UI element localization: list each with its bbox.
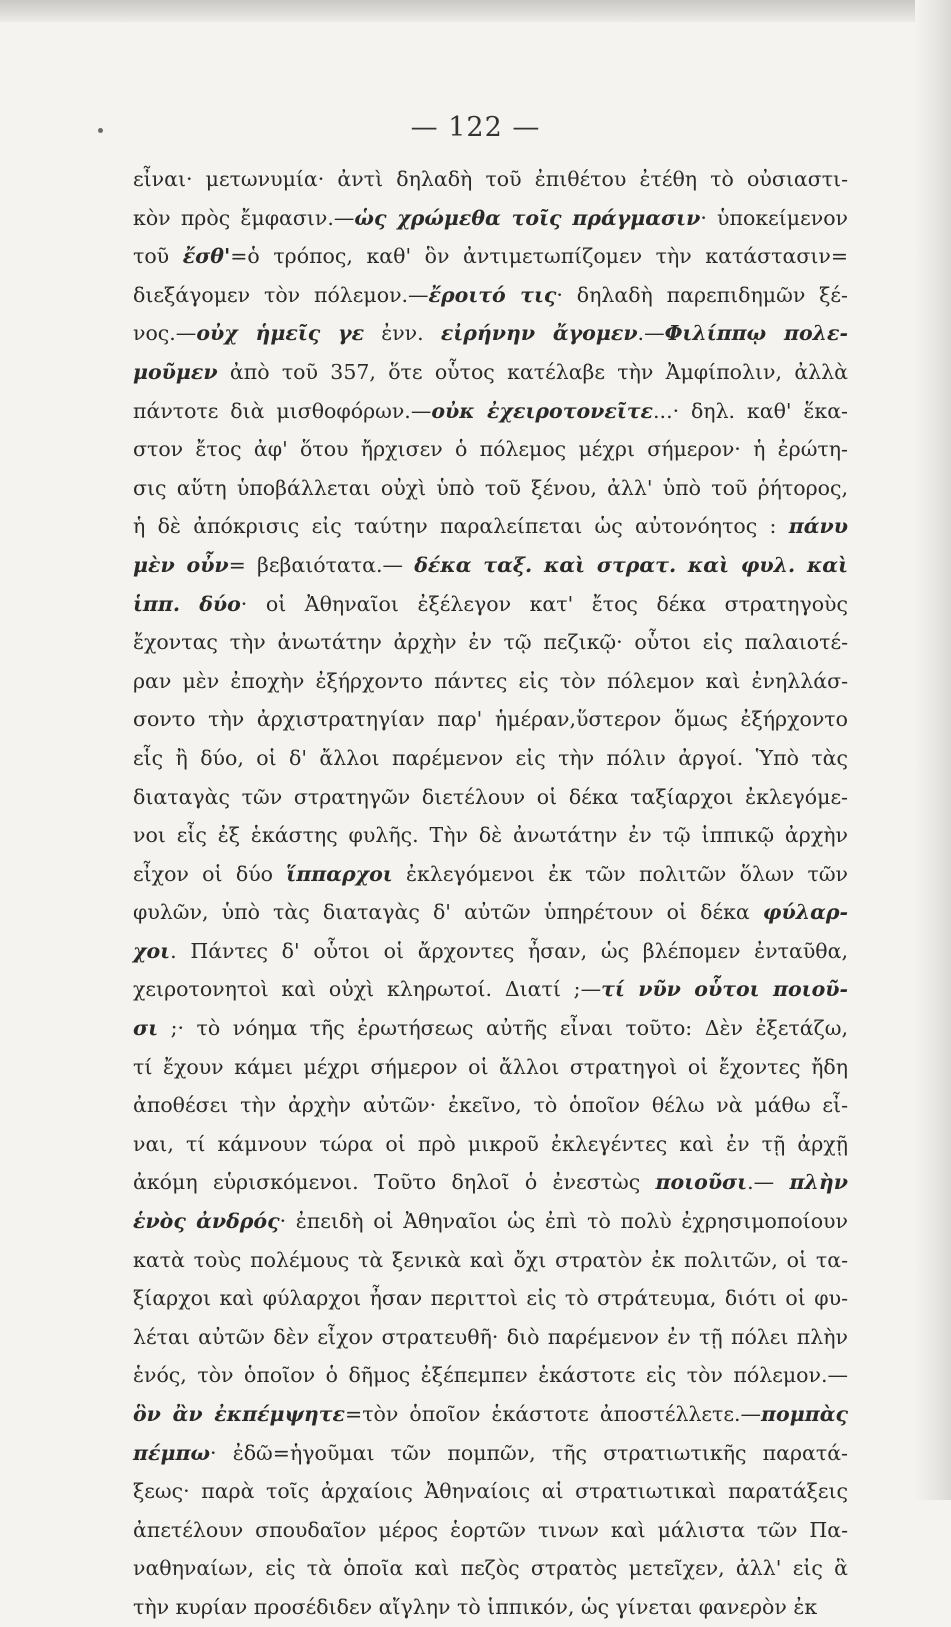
text-line <box>133 1125 848 1164</box>
commentary-text: νος.— <box>133 321 197 346</box>
lemma-phrase: ὃν ἂν ἐκπέμψητε <box>133 1402 346 1426</box>
text-line <box>133 585 848 624</box>
lemma-phrase: ἔροιτό τις <box>428 282 557 307</box>
commentary-text: · ἐπειδὴ οἱ Ἀθηναῖοι ὡς ἐπὶ τὸ πολὺ ἐχρησιμοποίουν <box>279 1209 848 1234</box>
text-line <box>133 1511 848 1550</box>
commentary-text: ...· δηλ. καθ' ἕκα- <box>653 398 848 423</box>
text-line <box>133 353 848 392</box>
text-line <box>133 1549 848 1588</box>
text-line <box>133 392 848 431</box>
lemma-phrase: μὲν οὖν <box>133 552 229 577</box>
commentary-text: · ἐδῶ=ἡγοῦμαι τῶν πομπῶν, τῆς στρατιωτικῆς παρατά- <box>210 1440 848 1465</box>
text-line <box>133 1048 848 1087</box>
commentary-text: ἀποθέσει τὴν ἀρχὴν αὐτῶν· ἐκεῖνο, τὸ ὁποῖον θέλω νὰ μάθω εἶ- <box>133 1093 848 1118</box>
commentary-text: διεξάγομεν τὸν πόλεμον.— <box>133 282 429 307</box>
lemma-phrase: χοι <box>133 938 171 963</box>
lemma-phrase: ἱππ. δύο <box>133 591 241 616</box>
commentary-text: διαταγὰς τῶν στρατηγῶν διετέλουν οἱ δέκα ταξίαρχοι ἐκλεγόμε- <box>133 784 848 809</box>
commentary-text: τὴν κυρίαν προσέδιδεν αἴγλην τὸ ἱππικόν, ὡς γίνεται φανερὸν ἐκ <box>133 1594 818 1619</box>
commentary-text: νοι εἷς ἐξ ἑκάστης φυλῆς. Τὴν δὲ ἀνωτάτην ἐν τῷ ἱππικῷ ἀρχὴν <box>133 823 848 848</box>
text-line <box>133 430 848 469</box>
commentary-text: χειροτονητοὶ καὶ οὐχὶ κληρωτοί. Διατί ;— <box>133 977 602 1002</box>
text-line <box>133 1588 848 1627</box>
commentary-text: = βεβαιότατα.— <box>228 552 415 577</box>
commentary-text: ναθηναίων, εἰς τὰ ὁποῖα καὶ πεζὸς στρατὸς μετεῖχεν, ἀλλ' εἰς ἃ <box>133 1556 848 1581</box>
lemma-phrase: ὡς χρώμεθα τοῖς πράγμασιν <box>354 205 701 230</box>
lemma-phrase: δέκα ταξ. καὶ στρατ. καὶ φυλ. καὶ <box>414 552 848 577</box>
lemma-phrase: Φιλίππῳ πολε- <box>664 321 848 346</box>
lemma-phrase: εἰρήνην ἄγομεν <box>440 321 638 346</box>
text-line <box>133 314 848 353</box>
commentary-text: ἔχοντας τὴν ἀνωτάτην ἀρχὴν ἐν τῷ πεζικῷ· οὗτοι εἰς παλαιοτέ- <box>133 630 848 655</box>
text-line <box>133 1241 848 1280</box>
text-line <box>133 816 848 855</box>
page-right-shadow <box>915 0 951 1500</box>
lemma-phrase: μοῦμεν <box>133 359 218 384</box>
commentary-text: ἀκόμη εὑρισκόμενοι. Τοῦτο δηλοῖ ὁ ἐνεστὼς <box>133 1170 656 1195</box>
commentary-text: · ὑποκείμενον <box>700 205 848 230</box>
text-line <box>133 237 848 276</box>
text-line <box>133 276 848 315</box>
lemma-phrase: οὐχ ἡμεῖς γε <box>196 321 365 346</box>
commentary-text: κὸν πρὸς ἔμφασιν.— <box>133 205 355 230</box>
text-line <box>133 1279 848 1318</box>
commentary-text: .— <box>747 1170 790 1195</box>
commentary-text: κατὰ τοὺς πολέμους τὰ ξενικὰ καὶ ὄχι στρατὸν ἐκ πολιτῶν, οἱ τα- <box>133 1247 848 1272</box>
text-line <box>133 199 848 238</box>
lemma-phrase: φύλαρ- <box>762 900 848 925</box>
text-line <box>133 893 848 932</box>
commentary-text: .— <box>637 321 665 346</box>
text-line <box>133 1009 848 1048</box>
text-line <box>133 1356 848 1395</box>
commentary-text: ἐκλεγόμενοι ἐκ τῶν πολιτῶν ὅλων τῶν <box>392 861 848 886</box>
text-line <box>133 662 848 701</box>
text-line <box>133 855 848 894</box>
commentary-text: τοῦ <box>133 244 183 269</box>
text-line <box>133 932 848 971</box>
lemma-phrase: ἵππαρχοι <box>286 861 393 886</box>
lemma-phrase: τί νῦν οὗτοι ποιοῦ- <box>601 977 848 1002</box>
commentary-text: . Πάντες δ' οὗτοι οἱ ἄρχοντες ἦσαν, ὡς βλέπομεν ἐνταῦθα, <box>170 938 848 963</box>
commentary-text: ἐνν. <box>364 321 441 346</box>
text-line <box>133 778 848 817</box>
commentary-text: εἷς ἢ δύο, οἱ δ' ἄλλοι παρέμενον εἰς τὴν πόλιν ἀργοί. Ὑπὸ τὰς <box>133 745 848 770</box>
commentary-text: ἡ δὲ ἀπόκρισις εἰς ταύτην παραλείπεται ὡς αὐτονόητος : <box>133 514 789 539</box>
page-number: — 122 — <box>410 112 541 143</box>
text-line <box>133 1472 848 1511</box>
text-line <box>133 700 848 739</box>
commentary-text: πάντοτε διὰ μισθοφόρων.— <box>133 398 432 423</box>
body-text <box>133 160 848 1627</box>
commentary-text: ἑνός, τὸν ὁποῖον ὁ δῆμος ἐξέπεμπεν ἑκάστοτε εἰς τὸν πόλεμον.— <box>133 1363 848 1388</box>
lemma-phrase: πάνυ <box>788 514 848 539</box>
text-line <box>133 623 848 662</box>
commentary-text: ἀπετέλουν σπουδαῖον μέρος ἑορτῶν τινων καὶ μάλιστα τῶν Πα- <box>133 1517 848 1542</box>
commentary-text: φυλῶν, ὑπὸ τὰς διαταγὰς δ' αὐτῶν ὑπηρέτουν οἱ δέκα <box>133 900 763 925</box>
lemma-phrase: πέμπω <box>133 1440 210 1465</box>
commentary-text: ξίαρχοι καὶ φύλαρχοι ἦσαν περιττοὶ εἰς τὸ στράτευμα, διότι οἱ φυ- <box>133 1286 848 1311</box>
commentary-text: τί ἔχουν κάμει μέχρι σήμερον οἱ ἄλλοι στρατηγοὶ οἱ ἔχοντες ἤδη <box>133 1054 848 1079</box>
commentary-text: =τὸν ὁποῖον ἑκάστοτε ἀποστέλλετε.— <box>345 1402 762 1426</box>
lemma-phrase: ἑνὸς ἀνδρός <box>133 1209 280 1234</box>
text-line <box>133 1434 848 1473</box>
text-line <box>133 1163 848 1202</box>
text-line <box>133 739 848 778</box>
commentary-text: ναι, τί κάμνουν τώρα οἱ πρὸ μικροῦ ἐκλεγέντες καὶ ἐν τῇ ἀρχῇ <box>133 1131 848 1156</box>
lemma-phrase: πλὴν <box>789 1170 848 1195</box>
commentary-text: σοντο τὴν ἀρχιστρατηγίαν παρ' ἡμέραν,ὕστερον ὅμως ἐξήρχοντο <box>133 707 848 732</box>
text-line <box>133 160 848 199</box>
commentary-text: ἀπὸ τοῦ 357, ὅτε οὗτος κατέλαβε τὴν Ἀμφίπολιν, ἀλλὰ <box>217 359 848 384</box>
text-line <box>133 970 848 1009</box>
commentary-text: ραν μὲν ἐποχὴν ἐξήρχοντο πάντες εἰς τὸν πόλεμον καὶ ἐνηλλάσ- <box>133 668 848 693</box>
text-line <box>133 469 848 508</box>
lemma-phrase: οὐκ ἐχειροτονεῖτε <box>431 398 654 423</box>
commentary-text: ξεως· παρὰ τοῖς ἀρχαίοις Ἀθηναίοις αἱ στρατιωτικαὶ παρατάξεις <box>133 1479 848 1504</box>
commentary-text: · οἱ Ἀθηναῖοι ἐξέλεγον κατ' ἔτος δέκα στρατηγοὺς <box>240 591 848 616</box>
page-top-shadow <box>0 0 951 22</box>
commentary-text: εἶναι· μετωνυμία· ἀντὶ δηλαδὴ τοῦ ἐπιθέτου ἐτέθη τὸ οὐσιαστι- <box>133 167 848 191</box>
commentary-text: =ὁ τρόπος, καθ' ὃν ἀντιμετωπίζομεν τὴν κατάστασιν= <box>230 244 848 269</box>
text-line <box>133 1395 848 1434</box>
text-line <box>133 1086 848 1125</box>
commentary-text: · δηλαδὴ παρεπιδημῶν ξέ- <box>556 282 848 307</box>
commentary-text: εἶχον οἱ δύο <box>133 861 287 886</box>
text-line <box>133 546 848 585</box>
text-line <box>133 1202 848 1241</box>
lemma-phrase: ἔσθ' <box>182 244 231 269</box>
commentary-text: λέται αὐτῶν δὲν εἶχον στρατευθῆ· διὸ παρέμενον ἐν τῇ πόλει πλὴν <box>133 1324 848 1349</box>
commentary-text: σις αὕτη ὑποβάλλεται οὐχὶ ὑπὸ τοῦ ξένου, ἀλλ' ὑπὸ τοῦ ῥήτορος, <box>133 475 848 500</box>
commentary-text: ;· τὸ νόημα τῆς ἐρωτήσεως αὐτῆς εἶναι τοῦτο: Δὲν ἐξετάζω, <box>158 1016 848 1041</box>
lemma-phrase: σι <box>133 1016 159 1041</box>
lemma-phrase: ποιοῦσι <box>655 1170 748 1195</box>
text-line <box>133 1318 848 1357</box>
lemma-phrase: πομπὰς <box>761 1402 848 1426</box>
text-line <box>133 507 848 546</box>
commentary-text: στον ἔτος ἀφ' ὅτου ἤρχισεν ὁ πόλεμος μέχρι σήμερον· ἡ ἐρώτη- <box>133 437 848 462</box>
